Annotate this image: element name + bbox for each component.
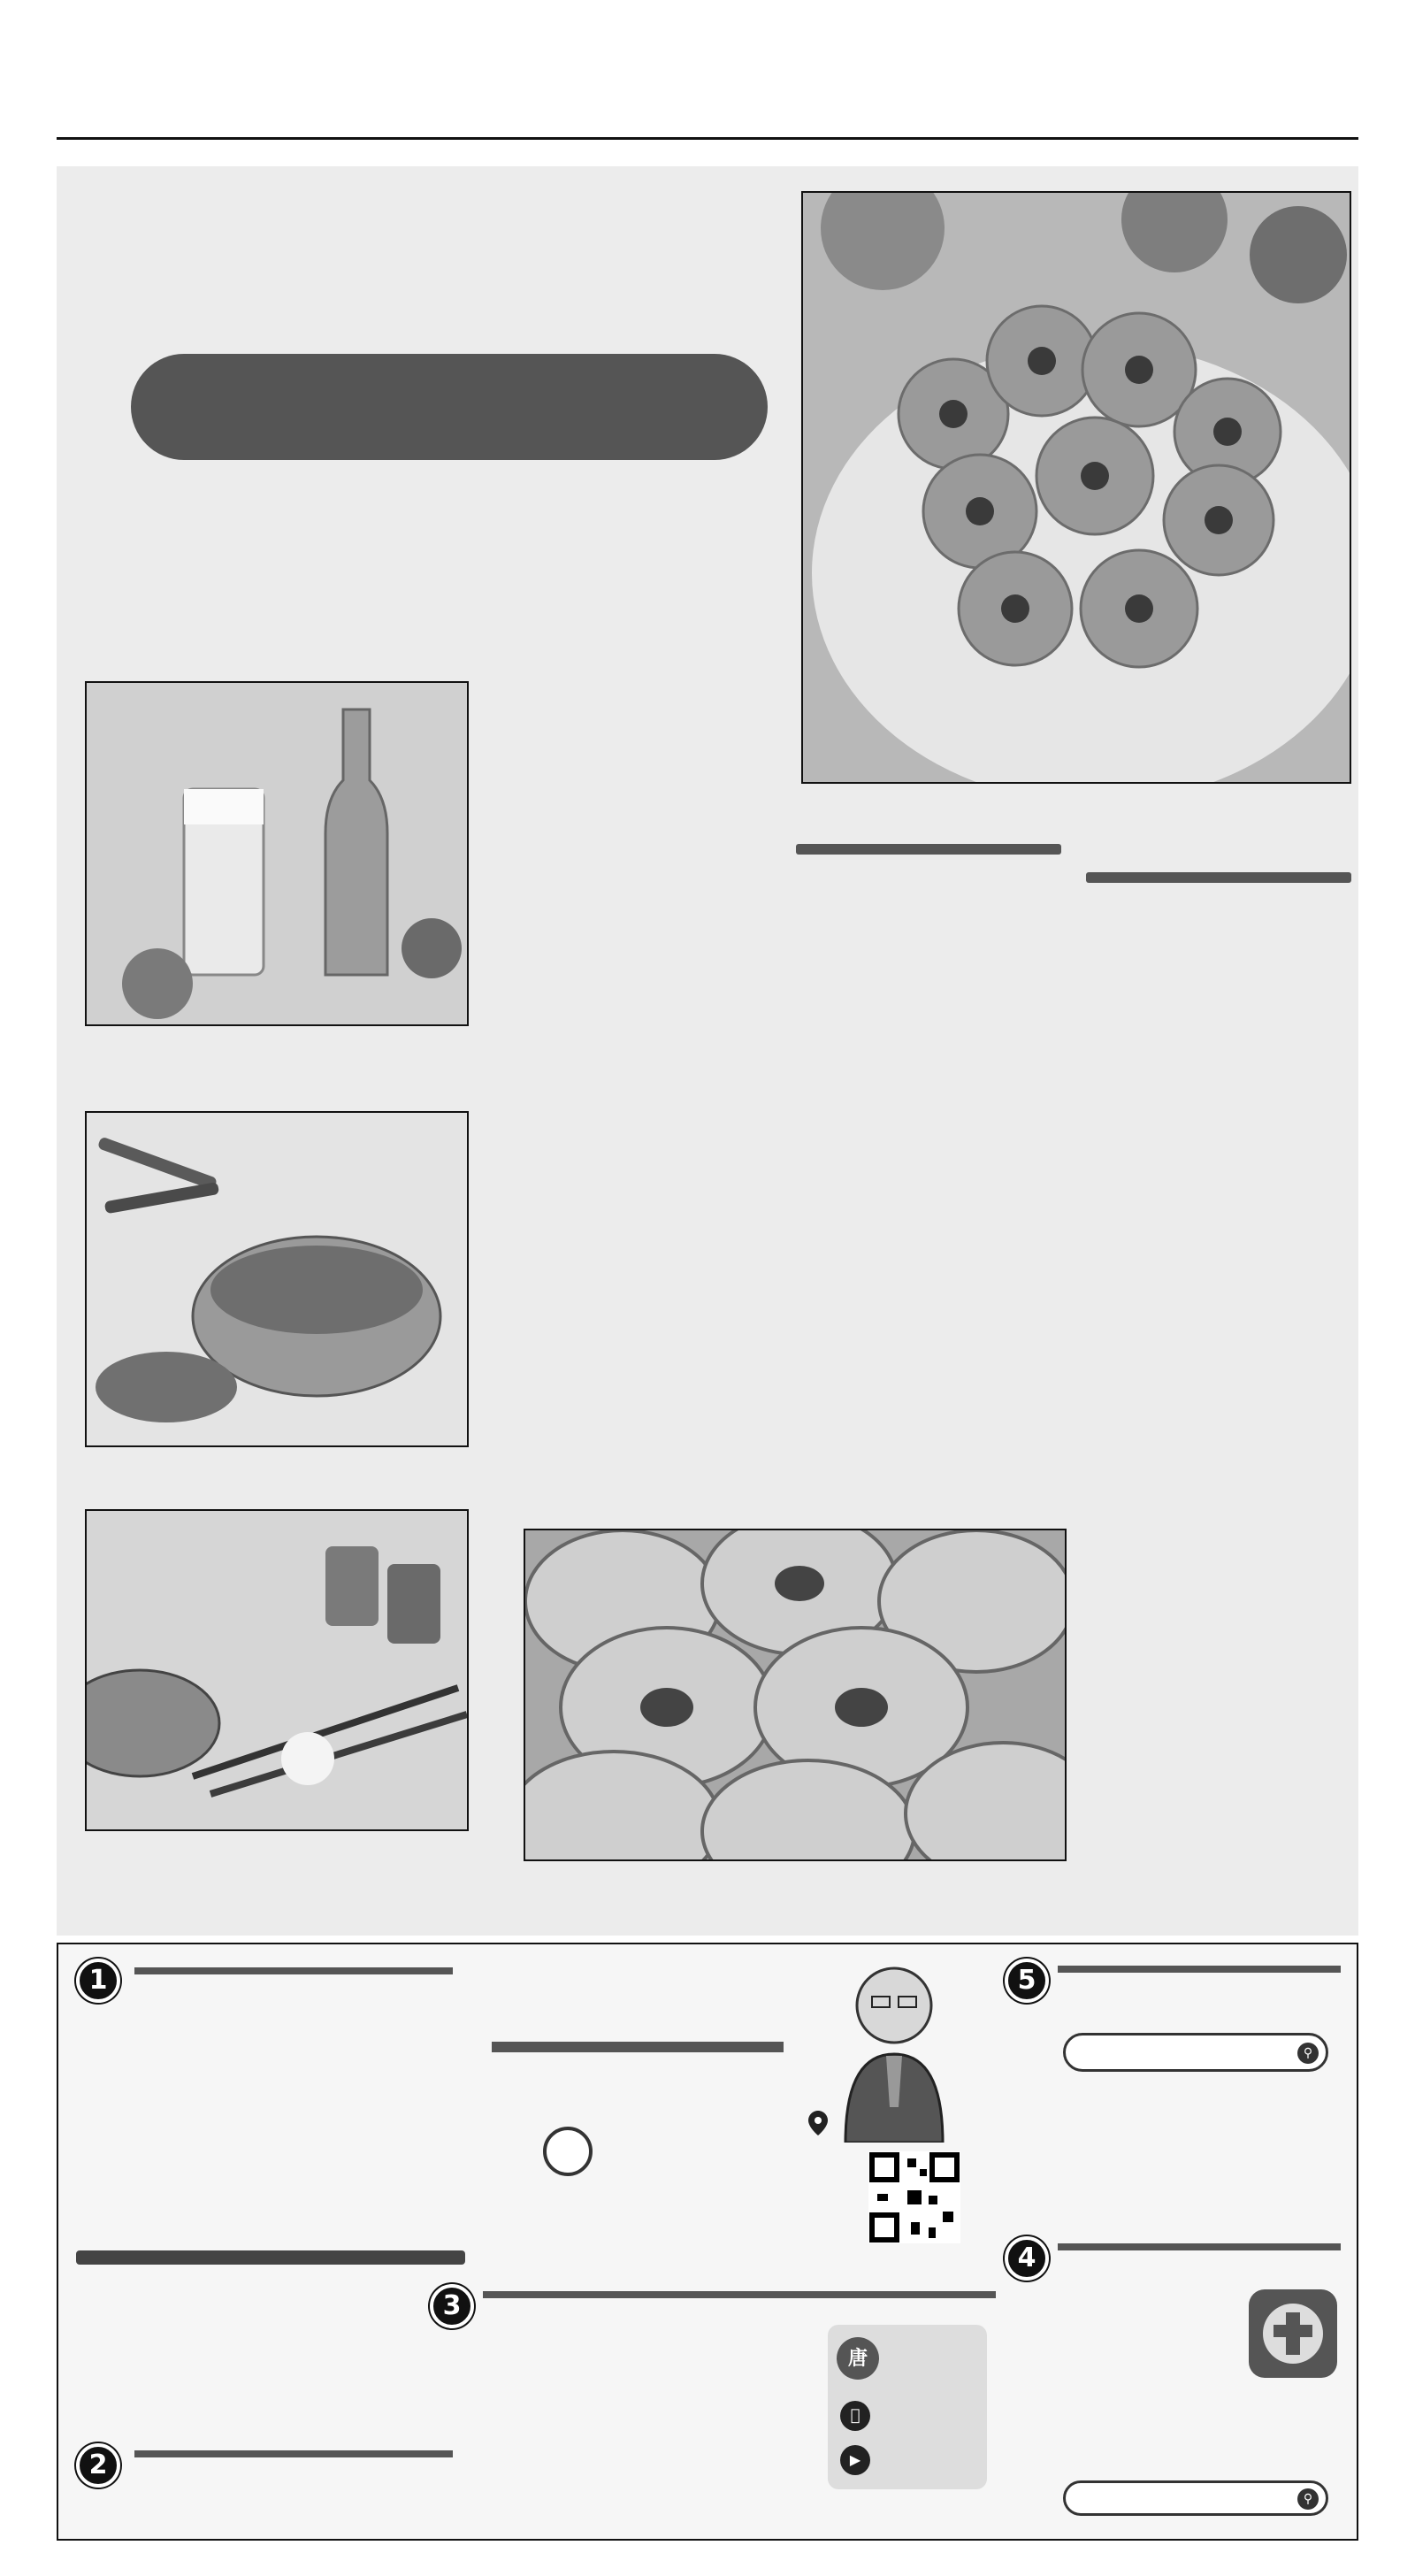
step-1-number: 1 — [76, 1959, 120, 2003]
s4-url-box[interactable] — [1063, 2480, 1328, 2516]
bottom-doughnut-photo — [524, 1529, 1067, 1861]
s1-install — [83, 2160, 463, 2180]
s2-title — [134, 2450, 453, 2457]
search-icon: ⚲ — [1297, 2488, 1319, 2510]
s3-title — [483, 2291, 996, 2298]
cinnamon-illustration — [87, 1113, 469, 1447]
cider-photo — [85, 681, 469, 1026]
article-subtitle — [131, 354, 768, 460]
vanilla-photo — [85, 1509, 469, 1831]
s5-url-box[interactable] — [1063, 2033, 1328, 2072]
search-icon: ⚲ — [1297, 2043, 1319, 2064]
center-subtitle — [492, 2042, 784, 2052]
presenter-illustration — [828, 1957, 960, 2143]
s1-notice — [76, 2250, 465, 2265]
recipe-column — [796, 844, 1061, 863]
s3-app-box — [828, 2325, 987, 2489]
s4-title — [1058, 2243, 1341, 2250]
badge-247 — [543, 2127, 593, 2176]
google-play-icon: ▶ — [840, 2445, 870, 2475]
location-pin-icon — [808, 2111, 828, 2135]
presenter-figure — [828, 1957, 960, 2143]
masthead — [57, 35, 1358, 140]
s5-title — [1058, 1966, 1341, 1973]
qr-code-graphic — [868, 2151, 960, 2243]
author-title — [1086, 872, 1351, 883]
step-3-number: 3 — [430, 2284, 474, 2328]
main-doughnut-photo — [801, 191, 1351, 784]
qr-code[interactable] — [868, 2151, 960, 2243]
doughnut-stack-illustration — [525, 1530, 1067, 1861]
step-5-number: 5 — [1005, 1959, 1049, 2003]
ippotv-logo-icon — [1249, 2289, 1337, 2378]
vanilla-illustration — [87, 1511, 469, 1831]
step-2-number: 2 — [76, 2443, 120, 2488]
s4-web — [1063, 2452, 1346, 2473]
cinnamon-photo — [85, 1111, 469, 1447]
intd-logo-icon: 唐 — [837, 2337, 879, 2380]
s1-title — [134, 1967, 453, 1974]
apple-icon — [840, 2401, 870, 2431]
method-column — [1086, 851, 1351, 892]
doughnut-plate-illustration — [803, 193, 1351, 784]
step-4-number: 4 — [1005, 2236, 1049, 2281]
recipe-title — [796, 844, 1061, 855]
ntd-ad — [57, 1943, 1358, 2541]
section-title — [667, 53, 897, 138]
cider-illustration — [87, 683, 469, 1026]
